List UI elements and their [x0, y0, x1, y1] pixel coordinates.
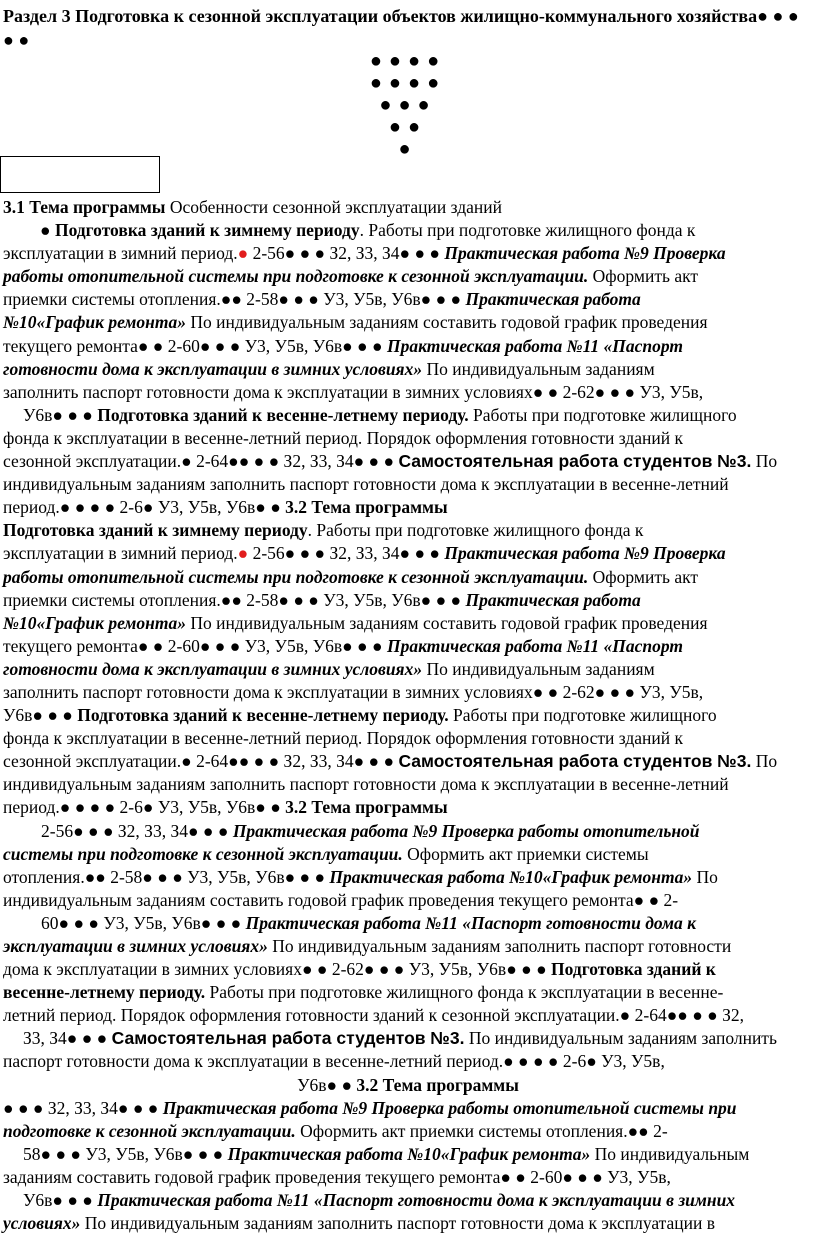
text-line: дома к эксплуатации в зимних условиях● ● 2-62● ● ● У3, У5в, У6в● ● ● Подготовка зданий к [3, 959, 716, 980]
bullet-triangle [360, 50, 450, 160]
triangle-row: ● ● ● ● [369, 50, 441, 72]
text-line: эксплуатации в зимний период.● 2-56● ● ● З2, З3, З4● ● ● Практическая работа №9 Проверка [3, 543, 726, 564]
text-line: условиях» По индивидуальным заданиям заполнить паспорт готовности дома к эксплуатации в [3, 1213, 716, 1234]
text-line: приемки системы отопления.●● 2-58● ● ● У3, У5в, У6в● ● ● Практическая работа [3, 589, 641, 610]
text-line: текущего ремонта● ● 2-60● ● ● У3, У5в, У6в● ● ● Практическая работа №11 «Паспорт [3, 335, 684, 356]
text-line: заполнить паспорт готовности дома к эксплуатации в зимних условиях● ● 2-62● ● ● У3, У5в, [3, 681, 704, 702]
text-line: отопления.●● 2-58● ● ● У3, У5в, У6в● ● ● Практическая работа №10«График ремонта» По [3, 866, 718, 887]
triangle-row: ● ● [388, 116, 422, 138]
text-line: №10«График ремонта» По индивидуальным заданиям составить годовой график проведения [3, 612, 708, 633]
text-line: эксплуатации в зимний период.● 2-56● ● ● З2, З3, З4● ● ● Практическая работа №9 Проверка [3, 243, 726, 264]
triangle-row: ● ● ● [379, 94, 431, 116]
text-line: У6в● ● 3.2 Тема программы [297, 1074, 519, 1095]
text-line: 60● ● ● У3, У5в, У6в● ● ● Практическая работа №11 «Паспорт готовности дома к [41, 912, 696, 933]
text-line: текущего ремонта● ● 2-60● ● ● У3, У5в, У6в● ● ● Практическая работа №11 «Паспорт [3, 635, 684, 656]
text-line: З3, З4● ● ● Самостоятельная работа студентов №3. По индивидуальным заданиям заполнить [23, 1028, 777, 1049]
document-body [3, 196, 813, 1235]
text-line: У6в● ● ● Подготовка зданий к весенне-летнему периоду. Работы при подготовке жилищного [23, 404, 737, 425]
text-line: период.● ● ● ● 2-6● У3, У5в, У6в● ● 3.2 Тема программы [3, 497, 448, 518]
text-line: №10«График ремонта» По индивидуальным заданиям составить годовой график проведения [3, 312, 708, 333]
text-line: 2-56● ● ● З2, З3, З4● ● ● Практическая работа №9 Проверка работы отопительной [41, 820, 700, 841]
text-line: работы отопительной системы при подготовке к сезонной эксплуатации. Оформить акт [3, 566, 699, 587]
text-line: 3.1 Тема программы Особенности сезонной эксплуатации зданий [3, 197, 502, 217]
section-title: Раздел 3 Подготовка к сезонной эксплуатации объектов жилищно-коммунального хозяйства● ● ● ● ● [3, 6, 799, 50]
text-line: паспорт готовности дома к эксплуатации в весенне-летний период.● ● ● ● 2-6● У3, У5в, [3, 1051, 665, 1072]
text-line: заполнить паспорт готовности дома к эксплуатации в зимних условиях● ● 2-62● ● ● У3, У5в, [3, 381, 704, 402]
text-line: У6в● ● ● Подготовка зданий к весенне-летнему периоду. Работы при подготовке жилищного [3, 705, 717, 726]
text-line: индивидуальным заданиям заполнить паспорт готовности дома к эксплуатации в весенне-летний [3, 774, 729, 795]
text-line: фонда к эксплуатации в весенне-летний период. Порядок оформления готовности зданий к [3, 427, 684, 448]
empty-frame [0, 156, 160, 193]
text-line: эксплуатации в зимних условиях» По индивидуальным заданиям заполнить паспорт готовности [3, 936, 732, 956]
text-line: весенне-летнему периоду. Работы при подготовке жилищного фонда к эксплуатации в весенне- [3, 982, 724, 1003]
text-line: 58● ● ● У3, У5в, У6в● ● ● Практическая работа №10«График ремонта» По индивидуальным [23, 1143, 750, 1164]
text-line: системы при подготовке к сезонной эксплуатации. Оформить акт приемки системы [3, 843, 649, 864]
text-line: фонда к эксплуатации в весенне-летний период. Порядок оформления готовности зданий к [3, 728, 684, 749]
text-line: сезонной эксплуатации.● 2-64●● ● ● З2, З3, З4● ● ● Самостоятельная работа студентов №3. По [3, 451, 778, 472]
text-line: Подготовка зданий к зимнему периоду. Работы при подготовке жилищного фонда к [3, 520, 644, 541]
triangle-row: ● ● ● ● [369, 72, 441, 94]
text-line: период.● ● ● ● 2-6● У3, У5в, У6в● ● 3.2 Тема программы [3, 797, 448, 818]
text-line: готовности дома к эксплуатации в зимних условиях» По индивидуальным заданиям [3, 358, 655, 379]
text-line: У6в● ● ● Практическая работа №11 «Паспорт готовности дома к эксплуатации в зимних [23, 1190, 736, 1211]
text-line: индивидуальным заданиям составить годовой график проведения текущего ремонта● ● 2- [3, 889, 679, 910]
text-line: ● ● ● З2, З3, З4● ● ● Практическая работа №9 Проверка работы отопительной системы при [3, 1097, 737, 1118]
text-line: индивидуальным заданиям заполнить паспорт готовности дома к эксплуатации в весенне-летний [3, 474, 729, 495]
text-line: приемки системы отопления.●● 2-58● ● ● У3, У5в, У6в● ● ● Практическая работа [3, 289, 641, 310]
triangle-row: ● [398, 138, 412, 160]
text-line: летний период. Порядок оформления готовности зданий к сезонной эксплуатации.● 2-64●● ● ● З2, [3, 1005, 744, 1026]
text-line: заданиям составить годовой график проведения текущего ремонта● ● 2-60● ● ● У3, У5в, [3, 1166, 671, 1187]
text-line: работы отопительной системы при подготовке к сезонной эксплуатации. Оформить акт [3, 266, 699, 287]
text-line: сезонной эксплуатации.● 2-64●● ● ● З2, З3, З4● ● ● Самостоятельная работа студентов №3. По [3, 751, 778, 772]
title-dots: ● ● ● ● ● [3, 6, 799, 50]
text-line: ● Подготовка зданий к зимнему периоду. Работы при подготовке жилищного фонда к [40, 220, 696, 241]
text-line: подготовке к сезонной эксплуатации. Оформить акт приемки системы отопления.●● 2- [3, 1120, 668, 1141]
text-line: готовности дома к эксплуатации в зимних условиях» По индивидуальным заданиям [3, 658, 655, 679]
